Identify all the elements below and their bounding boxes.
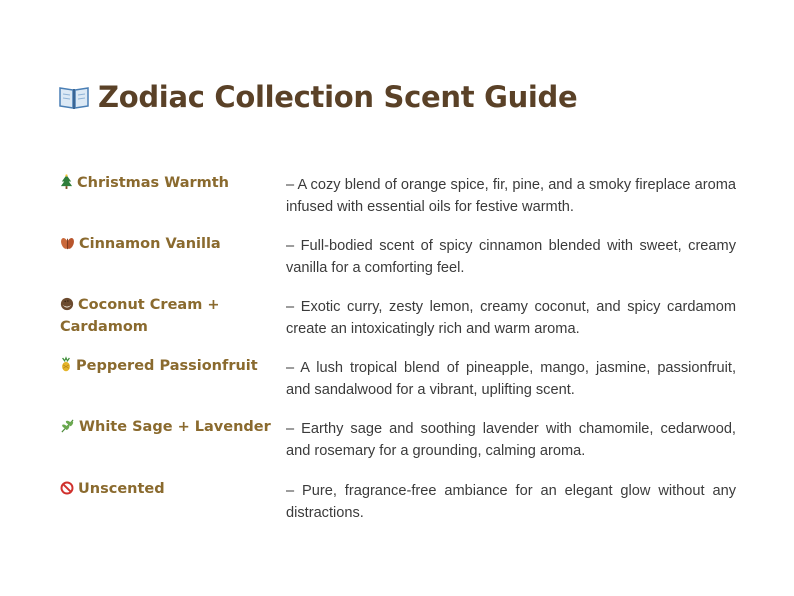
- scent-description: – A lush tropical blend of pineapple, mango, jasmine, passionfruit, and sandalwood for a vibrant, uplifting scent.: [286, 360, 736, 398]
- scent-name: Cinnamon Vanilla: [60, 233, 272, 255]
- christmas-tree-icon: [60, 174, 73, 189]
- scent-description: – Earthy sage and soothing lavender with chamomile, cedarwood, and rosemary for a grounding, calming aroma.: [286, 421, 736, 459]
- scent-name: White Sage + Lavender: [60, 416, 272, 438]
- scent-name: Christmas Warmth: [60, 172, 272, 194]
- scent-name: Coconut Cream + Cardamom: [60, 297, 220, 335]
- scent-name: Peppered Passionfruit: [60, 355, 272, 377]
- herb-icon: [60, 418, 75, 433]
- title-text: Zodiac Collection Scent Guide: [98, 80, 578, 114]
- pineapple-icon: [60, 356, 72, 372]
- prohibited-icon: [60, 481, 74, 495]
- page-title: [58, 80, 577, 114]
- scent-description: – A cozy blend of orange spice, fir, pine, and a smoky fireplace aroma infused with essential oils for festive warmth.: [286, 177, 736, 215]
- coconut-icon: [60, 297, 74, 311]
- scent-description: – Pure, fragrance-free ambiance for an elegant glow without any distractions.: [286, 483, 736, 521]
- scent-description: – Full-bodied scent of spicy cinnamon blended with sweet, creamy vanilla for a comforting feel.: [286, 238, 736, 276]
- scent-name: Unscented: [60, 478, 272, 500]
- leaves-icon: [60, 235, 75, 250]
- open-book-icon: [58, 84, 90, 110]
- scent-description: – Exotic curry, zesty lemon, creamy coconut, and spicy cardamom create an intoxicatingly rich and warm aroma.: [286, 299, 736, 337]
